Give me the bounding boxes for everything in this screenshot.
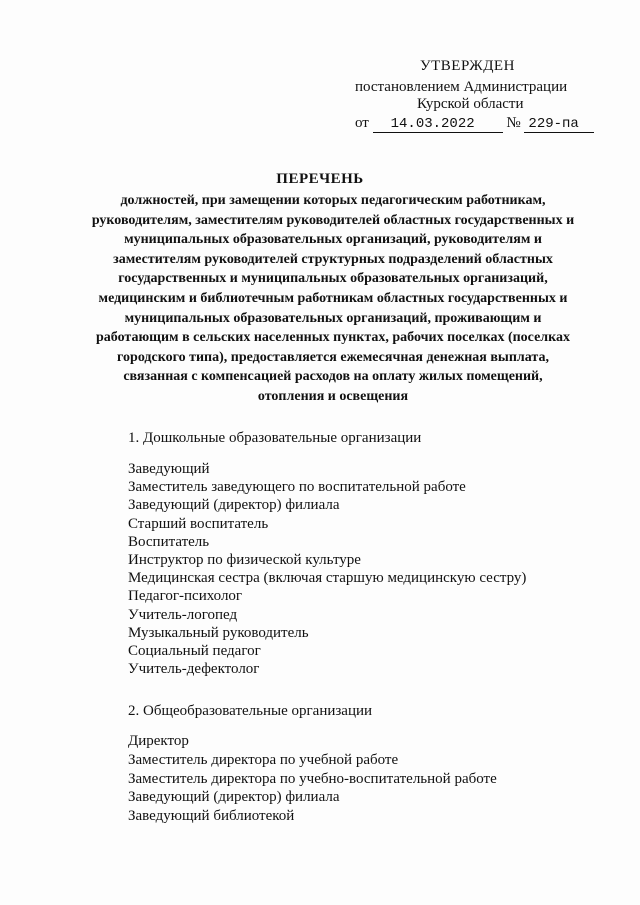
list-item: Заместитель директора по учебной работе — [128, 751, 399, 768]
section-title-general: 2. Общеобразовательные организации — [128, 703, 373, 719]
approval-date: 14.03.2022 — [373, 116, 503, 133]
list-item: Учитель-дефектолог — [128, 661, 260, 678]
section-title-preschool: 1. Дошкольные образовательные организации — [128, 430, 422, 446]
list-item: Социальный педагог — [128, 642, 261, 659]
approval-region: Курской области — [417, 96, 524, 112]
list-item: Заместитель директора по учебно-воспитательной работе — [128, 770, 497, 787]
list-item: Заведующий (директор) филиала — [128, 497, 340, 514]
number-label: № — [506, 115, 521, 131]
list-item: Заведующий библиотекой — [128, 808, 295, 825]
list-item: Заведующий (директор) филиала — [128, 789, 340, 806]
list-item: Инструктор по физической культуре — [128, 551, 361, 568]
document-title: ПЕРЕЧЕНЬ — [276, 171, 364, 187]
list-item: Медицинская сестра (включая старшую медицинскую сестру) — [128, 570, 527, 587]
list-item: Директор — [128, 733, 189, 749]
list-item: Заместитель заведующего по воспитательной работе — [128, 479, 466, 496]
approval-date-line — [355, 115, 594, 133]
from-label: от — [355, 115, 369, 131]
position-list-general — [128, 732, 497, 826]
list-item: Заведующий — [128, 461, 210, 477]
list-item: Музыкальный руководитель — [128, 624, 309, 641]
approval-number: 229-па — [524, 116, 594, 133]
list-item: Воспитатель — [128, 533, 210, 550]
approval-issuer: постановлением Администрации — [355, 79, 568, 95]
list-item: Педагог-психолог — [128, 588, 243, 605]
document-heading: должностей, при замещении которых педагогическим работникам, руководителям, заместителям руководителей областных государственных и муниципальных образовательных организаций, руководителям и заместителям руководителей структурных подразделений областных государственных и муниципальных образовательных организаций, медицинским и библиотечным работникам областных государственных и муниципальных образовательных организаций, проживающим и работающим в сельских населенных пунктах, рабочих поселках (поселках городского типа), предоставляется ежемесячная денежная выплата, связанная с компенсацией расходов на оплату жилых помещений, отопления и освещения — [91, 193, 575, 404]
approval-status: УТВЕРЖДЕН — [420, 58, 515, 74]
list-item: Учитель-логопед — [128, 606, 238, 623]
list-item: Старший воспитатель — [128, 515, 269, 532]
position-list-preschool — [128, 460, 526, 678]
